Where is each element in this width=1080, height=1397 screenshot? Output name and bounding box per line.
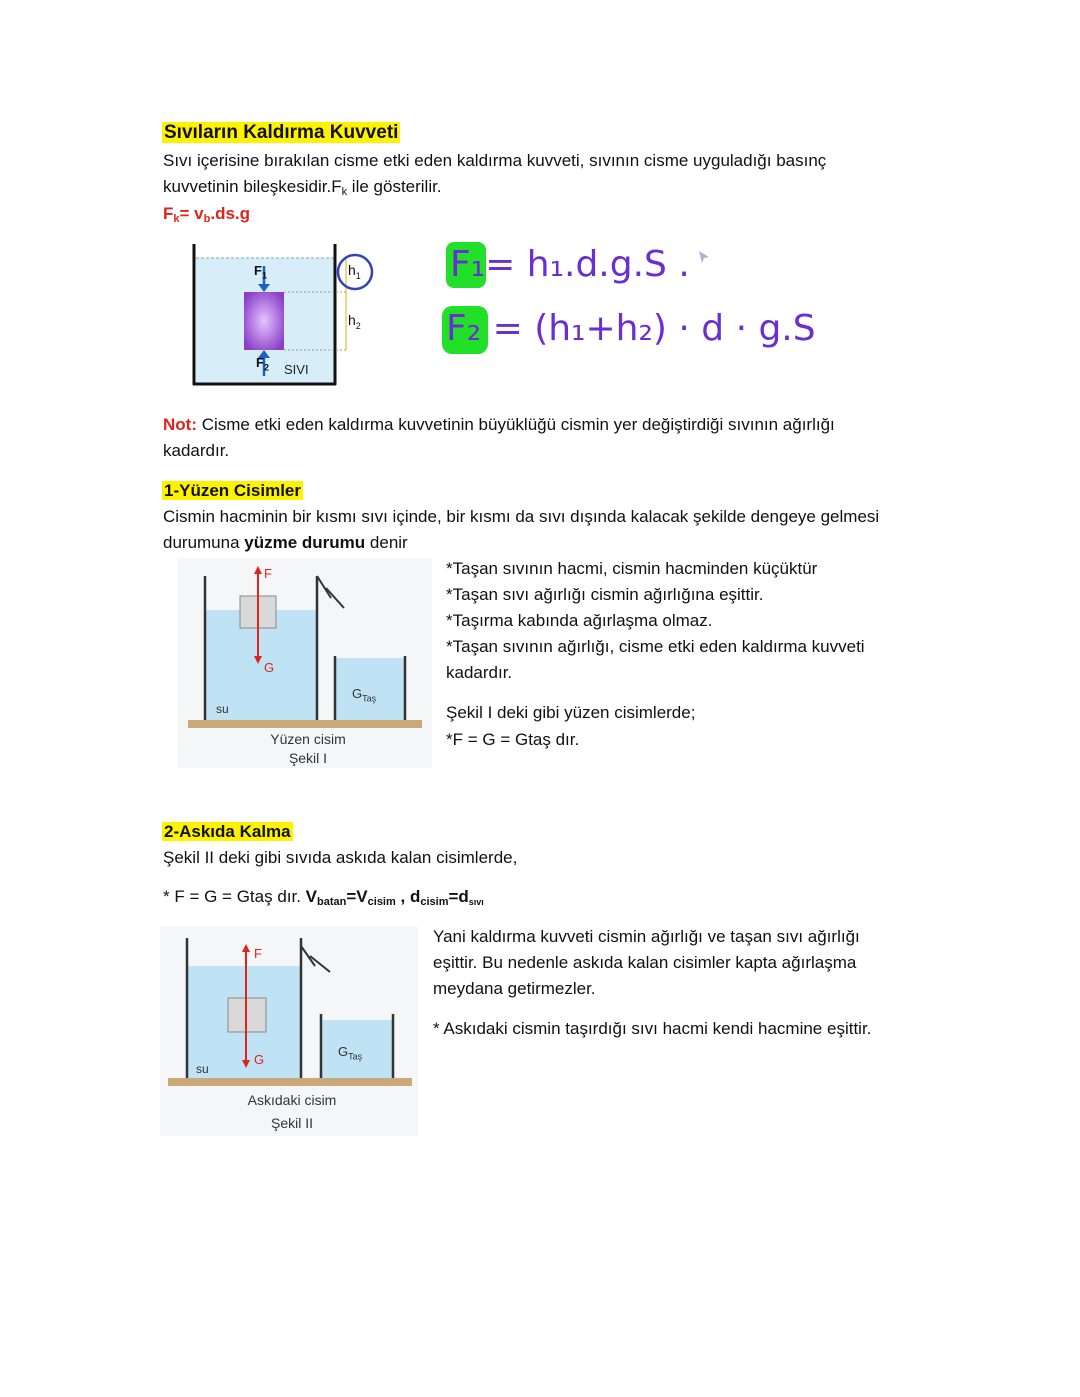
floating-bullet: *Taşırma kabında ağırlaşma olmaz. bbox=[446, 611, 713, 630]
fig1-caption-2: Şekil I bbox=[288, 750, 328, 766]
suspended-para-2: eşittir. Bu nedenle askıda kalan cisimler kapta ağırlaşma bbox=[433, 953, 857, 972]
floating-desc-2: durumuna yüzme durumu denir bbox=[163, 533, 408, 552]
note-line-1: Not: Cisme etki eden kaldırma kuvvetinin büyüklüğü cismin yer değiştirdiği sıvının ağırlığı bbox=[163, 415, 835, 434]
fig2-gtas-label: $G_{Taş}$ bbox=[338, 1044, 363, 1062]
floating-shape-line: Şekil I deki gibi yüzen cisimlerde; bbox=[446, 703, 696, 722]
fig2-f-label: F bbox=[254, 946, 262, 961]
suspended-para-4: * Askıdaki cismin taşırdığı sıvı hacmi kendi hacmine eşittir. bbox=[433, 1019, 872, 1038]
fig1-g-label: G bbox=[264, 660, 275, 675]
fig2-caption-2: Şekil II bbox=[270, 1115, 313, 1131]
fig1-caption-1: Yüzen cisim bbox=[270, 731, 346, 747]
liquid-label: SIVI bbox=[284, 362, 309, 377]
cursor-icon bbox=[695, 248, 713, 266]
floating-bullet: *Taşan sıvının hacmi, cismin hacminden küçüktür bbox=[446, 559, 818, 578]
suspended-para-3: meydana getirmezler. bbox=[433, 979, 596, 998]
page-title: Sıvıların Kaldırma Kuvveti bbox=[164, 122, 399, 143]
f2-label: $F_2$ bbox=[256, 355, 269, 373]
floating-eq-line: *F = G = Gtaş dır. bbox=[446, 730, 580, 749]
floating-heading: 1-Yüzen Cisimler bbox=[164, 481, 301, 500]
submerged-block bbox=[244, 292, 284, 350]
suspended-heading: 2-Askıda Kalma bbox=[164, 822, 291, 841]
handwritten-f2: F₂ = (h₁+h₂) · d · g.S bbox=[446, 308, 816, 349]
floating-desc-1: Cismin hacminin bir kısmı sıvı içinde, bir kısmı da sıvı dışında kalacak şekilde dengeye gelmesi bbox=[163, 507, 880, 526]
intro-line-2: kuvvetinin $bileşkesidir.F_k$ ile gösterilir. bbox=[163, 177, 442, 198]
floating-bullet: *Taşan sıvı ağırlığı cismin ağırlığına eşittir. bbox=[446, 585, 764, 604]
intro-line-1: Sıvı içerisine bırakılan cisme etki eden kaldırma kuvveti, sıvının cisme uyguladığı basınç bbox=[163, 151, 827, 170]
suspended-desc: Şekil II deki gibi sıvıda askıda kalan cisimlerde, bbox=[163, 848, 518, 867]
note-line-2: kadardır. bbox=[163, 441, 230, 460]
h1-label: $h_1$ bbox=[348, 262, 361, 281]
floating-bullet: *Taşan sıvının ağırlığı, cisme etki eden kaldırma kuvveti bbox=[446, 637, 865, 656]
h2-label: $h_2$ bbox=[348, 312, 361, 331]
f1-label: $F_1$ bbox=[254, 263, 267, 281]
suspended-para-1: Yani kaldırma kuvveti cismin ağırlığı ve taşan sıvı ağırlığı bbox=[433, 927, 860, 946]
fig2-su-label: su bbox=[196, 1062, 209, 1076]
fig1-f-label: F bbox=[264, 566, 272, 581]
suspended-eq: * F = G = Gtaş dır. $V_{batan}=V_{cisim}$ , $d_{cisim}=d_{sıvı}$ bbox=[163, 887, 484, 908]
fig1-gtas-label: $G_{Taş}$ bbox=[352, 686, 377, 704]
fig1-su-label: su bbox=[216, 702, 229, 716]
floating-bullet: kadardır. bbox=[446, 663, 513, 682]
handwritten-f1: F₁= h₁.d.g.S . bbox=[450, 244, 690, 285]
fig2-caption-1: Askıdaki cisim bbox=[247, 1092, 337, 1108]
fig2-g-label: G bbox=[254, 1052, 265, 1067]
formula-fk: $F_k= v_b.ds.g$ bbox=[163, 204, 251, 225]
